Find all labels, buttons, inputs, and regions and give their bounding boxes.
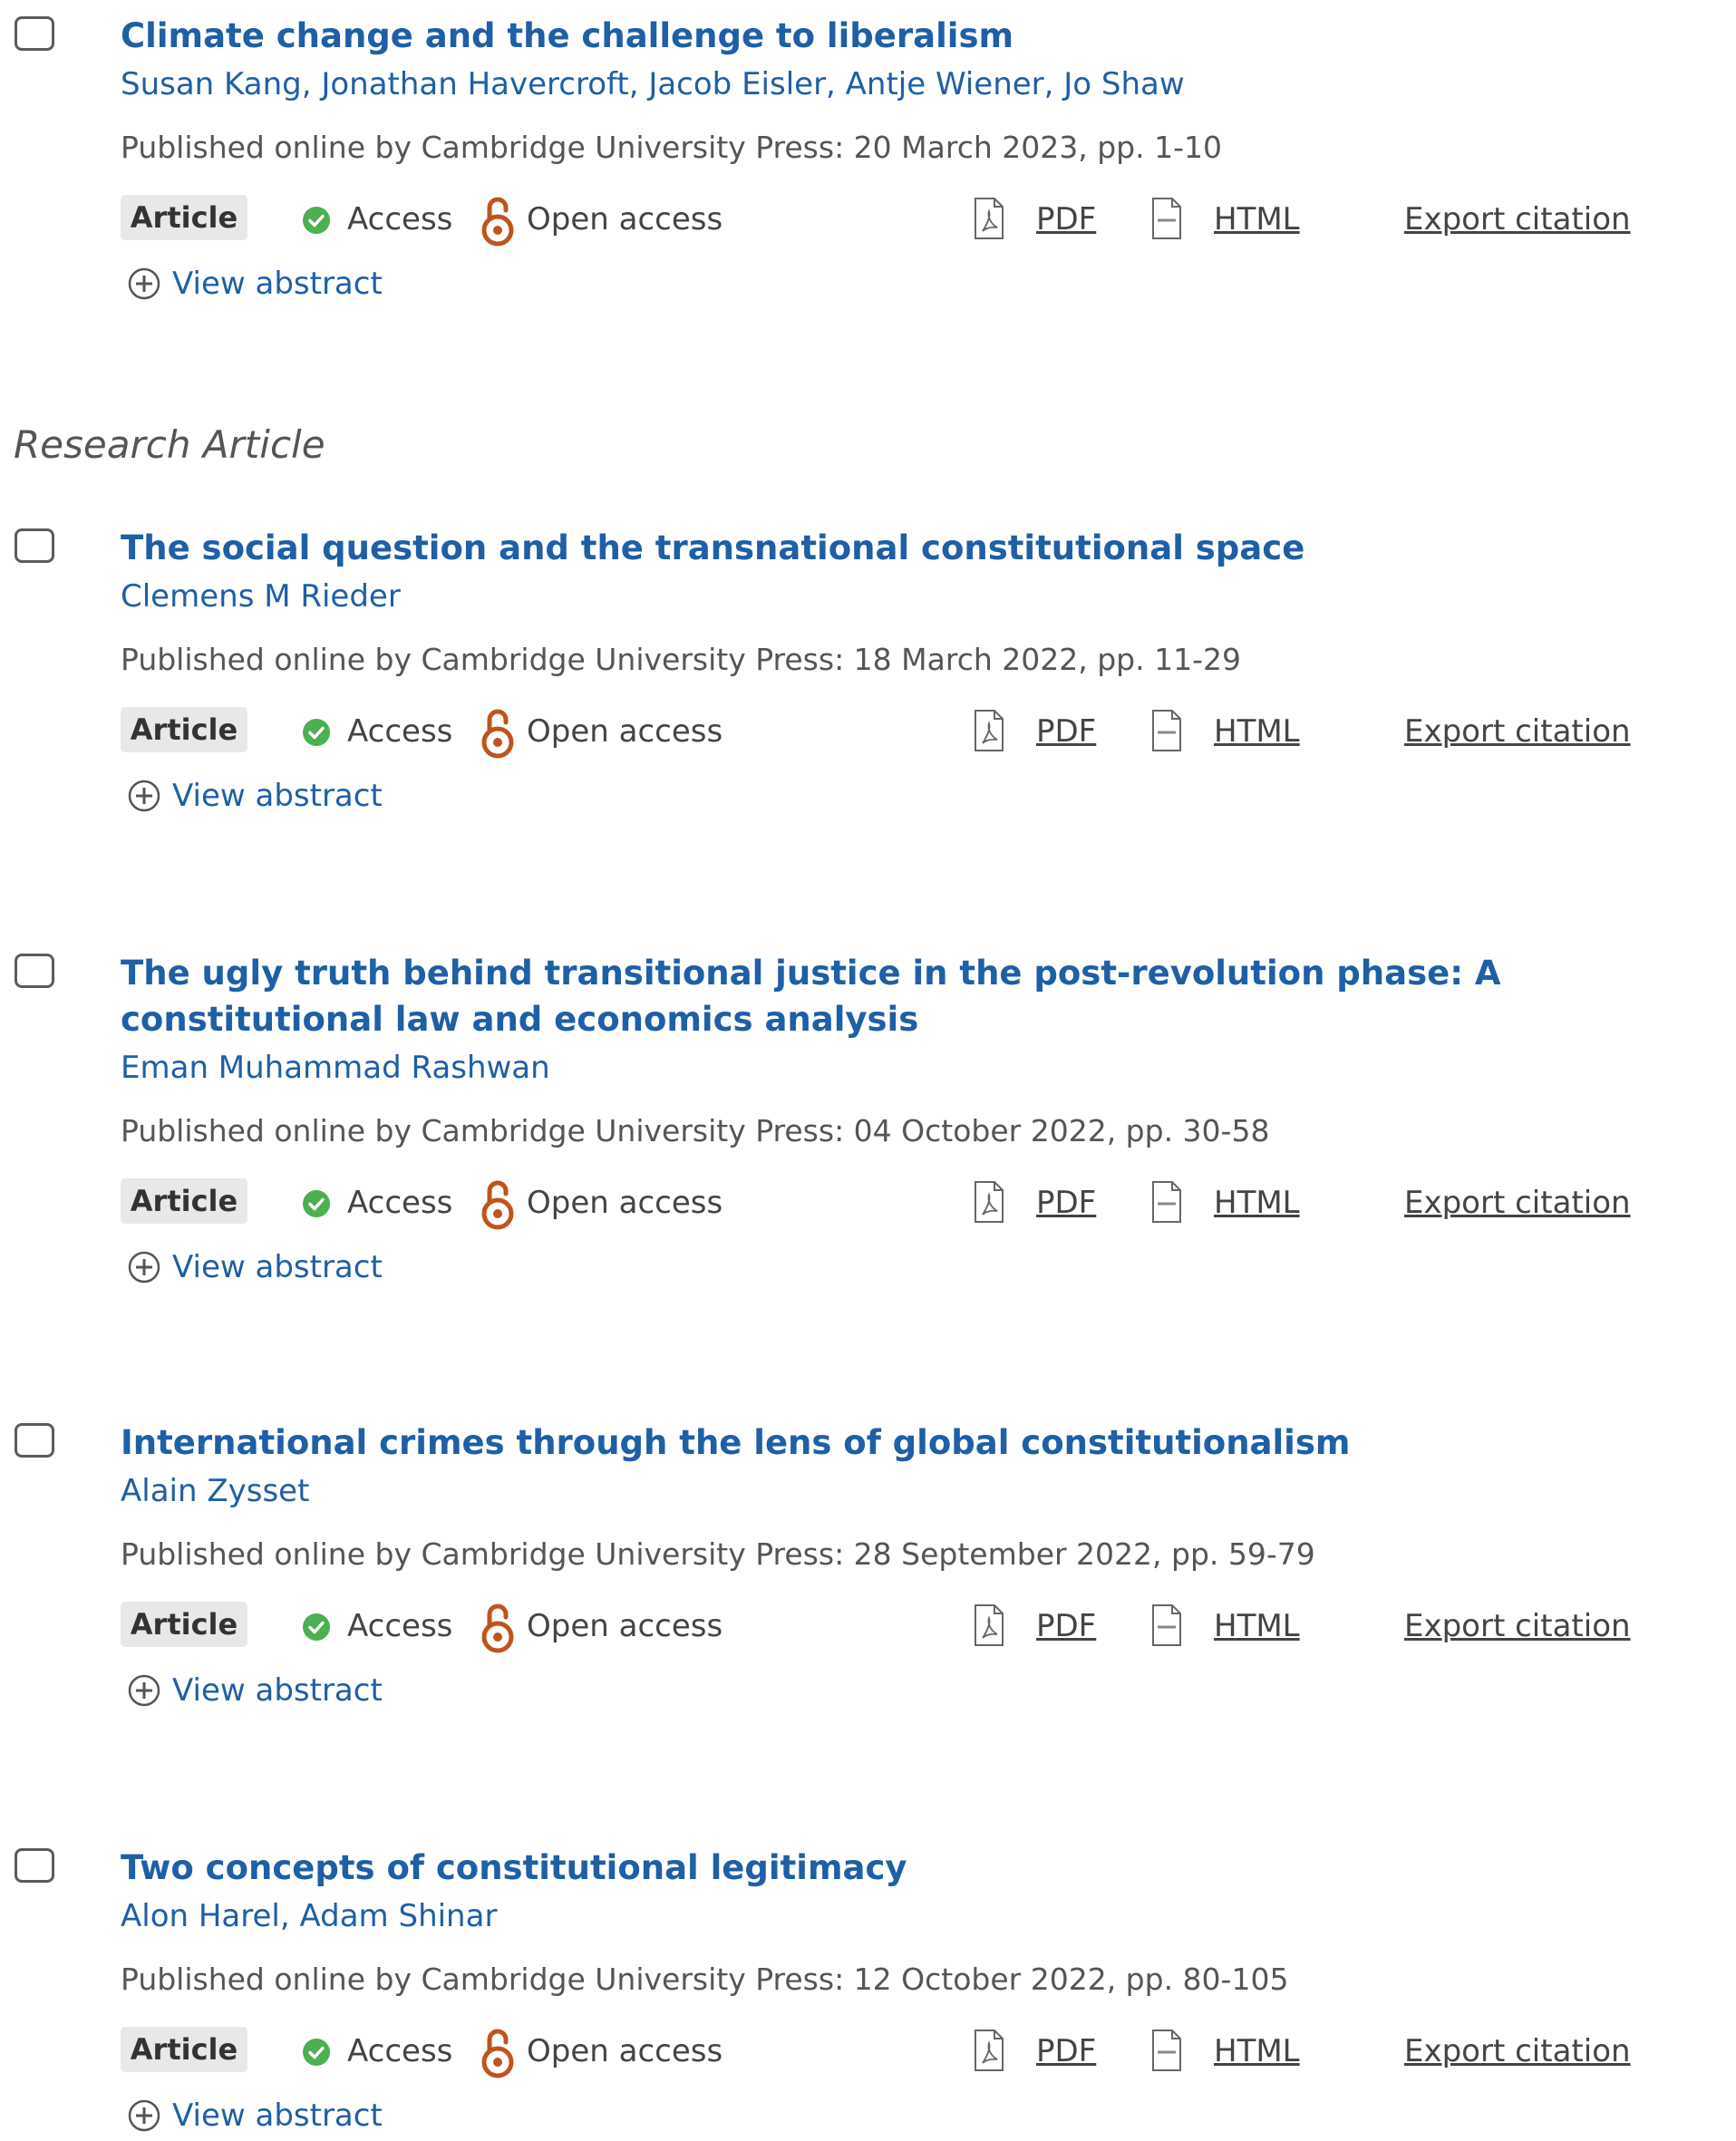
- article-meta-row: [121, 1178, 1734, 1229]
- pdf-file-icon: [973, 1180, 1005, 1224]
- article-content: [121, 0, 1734, 307]
- plus-circle-icon: [128, 2099, 160, 2132]
- published-info: Published online by Cambridge University Press: 12 October 2022, pp. 80-105: [121, 1962, 1289, 1997]
- plus-circle-icon: [128, 780, 160, 812]
- section-heading: Research Article: [14, 422, 325, 467]
- article-meta-row: [121, 707, 1734, 758]
- export-citation-link[interactable]: Export citation: [1404, 2033, 1631, 2069]
- open-access-lock-icon: [480, 707, 516, 760]
- open-access-lock-icon: [480, 195, 516, 247]
- access-label: Access: [347, 2033, 453, 2069]
- open-access-label: Open access: [527, 713, 723, 750]
- article-select-checkbox[interactable]: [15, 1423, 54, 1458]
- html-file-icon: [1150, 709, 1183, 752]
- pdf-file-icon: [973, 197, 1005, 240]
- view-abstract-label: View abstract: [172, 1249, 383, 1285]
- export-citation-link[interactable]: Export citation: [1404, 1185, 1631, 1221]
- html-file-icon: [1150, 1180, 1183, 1224]
- export-citation-link[interactable]: Export citation: [1404, 201, 1631, 237]
- html-link[interactable]: HTML: [1214, 201, 1300, 237]
- published-info: Published online by Cambridge University Press: 28 September 2022, pp. 59-79: [121, 1536, 1315, 1572]
- open-access-label: Open access: [527, 1608, 723, 1644]
- view-abstract-label: View abstract: [172, 2097, 383, 2134]
- open-access-label: Open access: [527, 2033, 723, 2069]
- article-select-checkbox[interactable]: [15, 954, 54, 988]
- published-info: Published online by Cambridge University Press: 20 March 2023, pp. 1-10: [121, 130, 1222, 165]
- view-abstract-toggle[interactable]: [121, 772, 1734, 819]
- html-file-icon: [1150, 1603, 1183, 1647]
- view-abstract-label: View abstract: [172, 266, 383, 302]
- access-label: Access: [347, 1185, 453, 1221]
- article-type-badge: Article: [121, 2027, 247, 2072]
- pdf-link[interactable]: PDF: [1036, 713, 1097, 750]
- export-citation-link[interactable]: Export citation: [1404, 1608, 1631, 1644]
- article-title-link[interactable]: International crimes through the lens of global constitutionalism: [121, 1423, 1351, 1462]
- pdf-link[interactable]: PDF: [1036, 1608, 1097, 1644]
- article-authors[interactable]: Eman Muhammad Rashwan: [121, 1050, 550, 1086]
- article-content: [121, 937, 1734, 1291]
- article-content: [121, 512, 1734, 819]
- article-type-badge: Article: [121, 1602, 247, 1647]
- article-meta-row: [121, 2027, 1734, 2078]
- html-link[interactable]: HTML: [1214, 713, 1300, 750]
- article-authors[interactable]: Susan Kang, Jonathan Havercroft, Jacob Eisler, Antje Wiener, Jo Shaw: [121, 66, 1185, 102]
- article-meta-row: [121, 1602, 1734, 1652]
- article-select-checkbox[interactable]: [15, 528, 54, 563]
- article-select-checkbox[interactable]: [15, 16, 54, 51]
- pdf-file-icon: [973, 1603, 1005, 1647]
- check-circle-icon: [302, 2038, 331, 2067]
- pdf-file-icon: [973, 709, 1005, 752]
- article-type-badge: Article: [121, 707, 247, 752]
- open-access-lock-icon: [480, 1602, 516, 1654]
- check-circle-icon: [302, 718, 331, 747]
- article-title-link[interactable]: Two concepts of constitutional legitimacy: [121, 1848, 907, 1887]
- pdf-link[interactable]: PDF: [1036, 201, 1097, 237]
- open-access-lock-icon: [480, 2027, 516, 2079]
- view-abstract-label: View abstract: [172, 1672, 383, 1709]
- view-abstract-label: View abstract: [172, 778, 383, 814]
- published-info: Published online by Cambridge University Press: 04 October 2022, pp. 30-58: [121, 1113, 1270, 1148]
- access-label: Access: [347, 713, 453, 750]
- html-link[interactable]: HTML: [1214, 1608, 1300, 1644]
- check-circle-icon: [302, 206, 331, 235]
- open-access-label: Open access: [527, 1185, 723, 1221]
- published-info: Published online by Cambridge University Press: 18 March 2022, pp. 11-29: [121, 642, 1241, 677]
- html-file-icon: [1150, 2029, 1183, 2072]
- html-link[interactable]: HTML: [1214, 1185, 1300, 1221]
- export-citation-link[interactable]: Export citation: [1404, 713, 1631, 750]
- article-content: [121, 1832, 1734, 2139]
- article-type-badge: Article: [121, 195, 247, 240]
- open-access-lock-icon: [480, 1178, 516, 1231]
- article-authors[interactable]: Alain Zysset: [121, 1473, 310, 1509]
- article-authors[interactable]: Alon Harel, Adam Shinar: [121, 1898, 498, 1934]
- html-link[interactable]: HTML: [1214, 2033, 1300, 2069]
- check-circle-icon: [302, 1613, 331, 1642]
- article-content: [121, 1407, 1734, 1714]
- article-title-link[interactable]: The ugly truth behind transitional justice in the post-revolution phase: A constitutional law and economics analysis: [121, 954, 1501, 1039]
- plus-circle-icon: [128, 1674, 160, 1707]
- pdf-link[interactable]: PDF: [1036, 1185, 1097, 1221]
- access-label: Access: [347, 201, 453, 237]
- plus-circle-icon: [128, 267, 160, 300]
- article-title-link[interactable]: Climate change and the challenge to liberalism: [121, 16, 1014, 55]
- check-circle-icon: [302, 1189, 331, 1218]
- open-access-label: Open access: [527, 201, 723, 237]
- article-authors[interactable]: Clemens M Rieder: [121, 578, 401, 615]
- article-select-checkbox[interactable]: [15, 1848, 54, 1883]
- article-title-link[interactable]: The social question and the transnational constitutional space: [121, 528, 1305, 567]
- plus-circle-icon: [128, 1251, 160, 1284]
- pdf-file-icon: [973, 2029, 1005, 2072]
- pdf-link[interactable]: PDF: [1036, 2033, 1097, 2069]
- article-type-badge: Article: [121, 1178, 247, 1224]
- view-abstract-toggle[interactable]: [121, 1667, 1734, 1714]
- html-file-icon: [1150, 197, 1183, 240]
- view-abstract-toggle[interactable]: [121, 260, 1734, 307]
- view-abstract-toggle[interactable]: [121, 1244, 1734, 1291]
- view-abstract-toggle[interactable]: [121, 2092, 1734, 2139]
- access-label: Access: [347, 1608, 453, 1644]
- article-meta-row: [121, 195, 1734, 246]
